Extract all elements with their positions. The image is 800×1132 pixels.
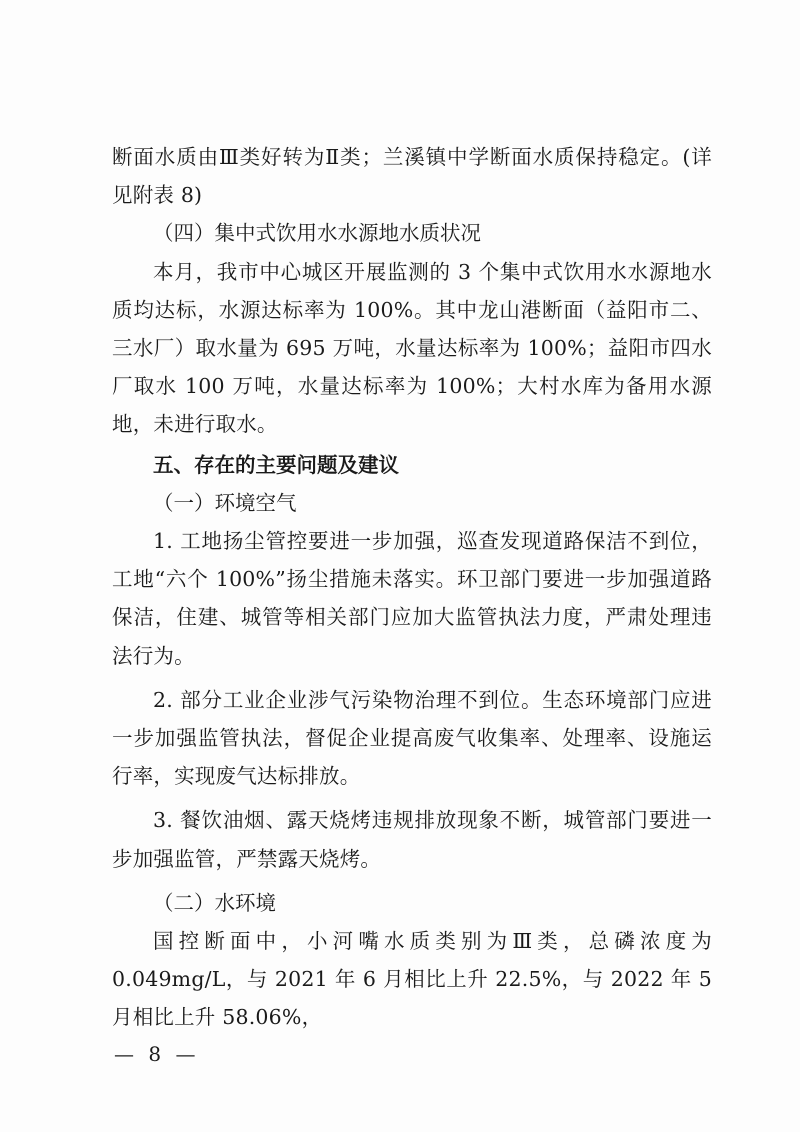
paragraph-continuation: 断面水质由Ⅲ类好转为Ⅱ类；兰溪镇中学断面水质保持稳定。(详见附表 8)	[112, 145, 712, 208]
paragraph-drinking-water: 本月，我市中心城区开展监测的 3 个集中式饮用水水源地水质均达标，水源达标率为 100%。其中龙山港断面（益阳市二、三水厂）取水量为 695 万吨，水量达标率为 100%；益阳市四水厂取水 100 万吨，水量达标率为 100%；大村水库为备用水源地，未进行取水。	[112, 259, 712, 437]
heading-problems-suggestions: 五、存在的主要问题及建议	[153, 452, 399, 477]
heading-air: （一）环境空气	[153, 490, 297, 515]
heading-drinking-water: （四）集中式饮用水水源地水质状况	[153, 221, 481, 246]
paragraph-water: 国控断面中，小河嘴水质类别为Ⅲ类，总磷浓度为 0.049mg/L，与 2021 年 6 月相比上升 22.5%，与 2022 年 5 月相比上升 58.06%，	[112, 929, 712, 1030]
paragraph-air-item-1: 1. 工地扬尘管控要进一步加强，巡查发现道路保洁不到位，工地“六个 100%”扬尘措施未落实。环卫部门要进一步加强道路保洁，住建、城管等相关部门应加大监管执法力度，严肃处理违法行为。	[112, 529, 712, 668]
document-body	[112, 138, 712, 1037]
heading-water: （二）水环境	[153, 890, 276, 915]
paragraph-air-item-3: 3. 餐饮油烟、露天烧烤违规排放现象不断，城管部门要进一步加强监管，严禁露天烧烤。	[112, 808, 712, 871]
paragraph-air-item-2: 2. 部分工业企业涉气污染物治理不到位。生态环境部门应进一步加强监管执法，督促企业提高废气收集率、处理率、设施运行率，实现废气达标排放。	[112, 687, 712, 789]
page-number: — 8 —	[114, 1042, 200, 1066]
